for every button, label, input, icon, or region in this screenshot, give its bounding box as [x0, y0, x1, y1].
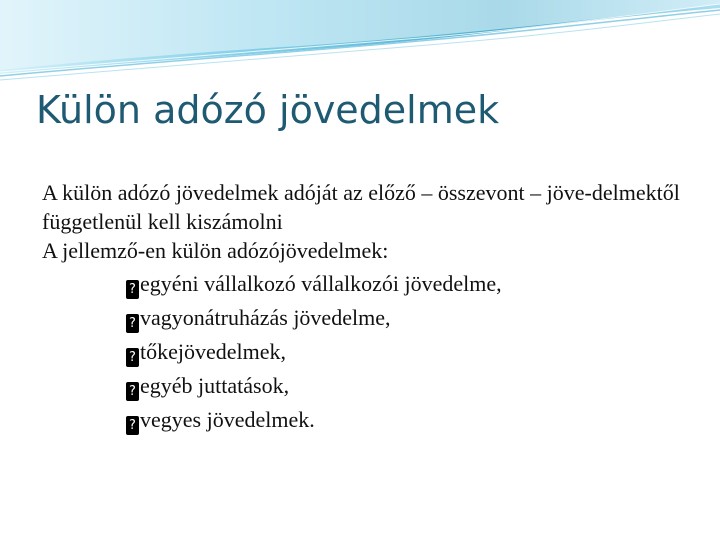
- list-item-label: egyéb juttatások,: [140, 373, 290, 398]
- slide-title: Külön adózó jövedelmek: [36, 88, 500, 132]
- list-item: [126, 367, 692, 401]
- lead-paragraph: A jellemző-en külön adózójövedelmek:: [42, 238, 389, 263]
- list-item-label: vegyes jövedelmek.: [140, 407, 315, 432]
- replacement-glyph-icon: ?: [126, 416, 139, 435]
- list-item: [126, 299, 692, 333]
- header-wave-decoration: [0, 0, 720, 90]
- replacement-glyph-icon: ?: [126, 382, 139, 401]
- list-item: [126, 401, 692, 435]
- intro-paragraph: A külön adózó jövedelmek adóját az előző – összevont – jöve-delmektől függetlenül kell kiszámolni: [42, 180, 680, 234]
- list-item: [126, 333, 692, 367]
- replacement-glyph-icon: ?: [126, 348, 139, 367]
- income-list: [42, 265, 692, 435]
- slide-body: [42, 178, 692, 435]
- replacement-glyph-icon: ?: [126, 314, 139, 333]
- list-item: [126, 265, 692, 299]
- list-item-label: egyéni vállalkozó vállalkozói jövedelme,: [140, 271, 502, 296]
- list-item-label: vagyonátruházás jövedelme,: [140, 305, 391, 330]
- list-item-label: tőkejövedelmek,: [140, 339, 287, 364]
- replacement-glyph-icon: ?: [126, 280, 139, 299]
